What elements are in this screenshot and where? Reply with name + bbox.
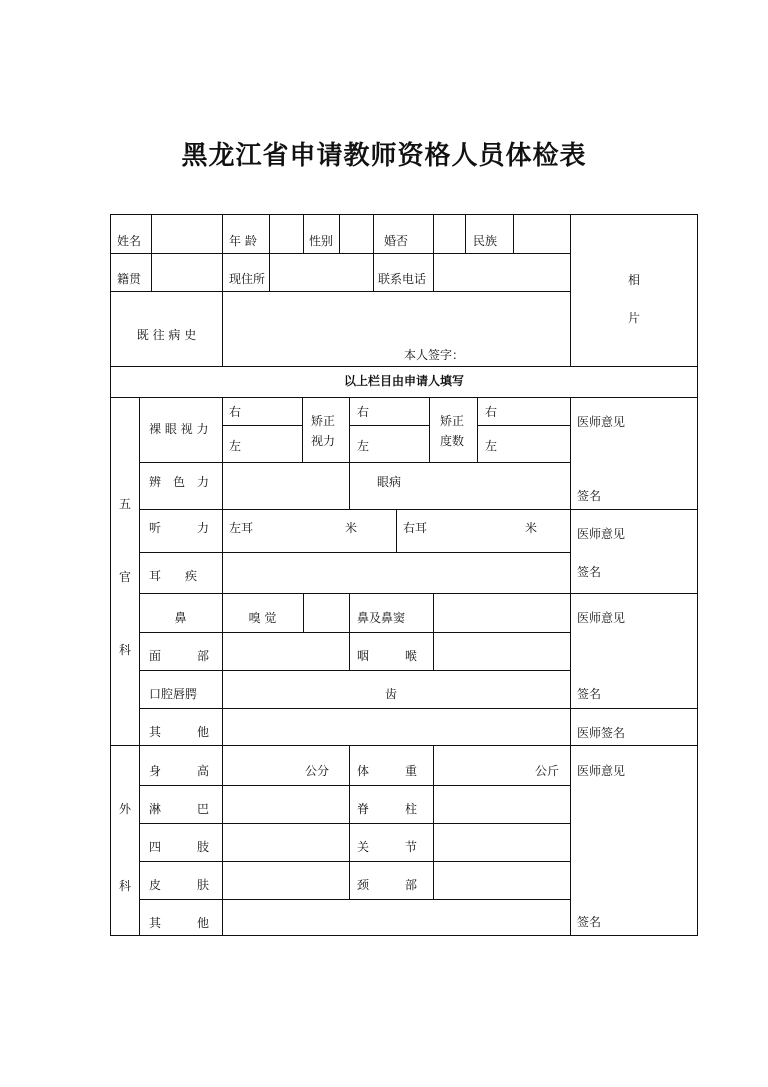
section-facial-3: 科 <box>118 643 131 657</box>
label-signature: 本人签字： <box>404 348 465 362</box>
grid-line <box>477 425 570 426</box>
label-face: 面 部 <box>149 649 210 663</box>
label-residence: 现住所 <box>229 272 266 286</box>
grid-line <box>349 397 350 509</box>
grid-line <box>111 253 571 254</box>
label-corrected-degree-1: 矫正 <box>440 414 465 428</box>
label-lymph: 淋 巴 <box>149 802 210 816</box>
label-ear-disease: 耳 疾 <box>149 569 198 583</box>
label-throat: 咽 喉 <box>357 649 418 663</box>
label-history: 既 往 病 史 <box>136 328 197 342</box>
label-weight-unit: 公斤 <box>535 764 560 778</box>
label-vision: 裸 眼 视 力 <box>149 422 209 436</box>
label-left-meter: 米 <box>345 521 358 535</box>
label-right-meter: 米 <box>525 521 538 535</box>
label-color: 辨 色 力 <box>149 475 210 489</box>
grid-line <box>139 632 570 633</box>
grid-line <box>139 785 570 786</box>
grid-line <box>477 397 478 462</box>
label-corrected-right: 右 <box>357 405 370 419</box>
label-doctor-sign: 医师签名 <box>577 726 626 740</box>
grid-line <box>139 397 140 936</box>
grid-line <box>373 215 374 291</box>
label-joints: 关 节 <box>357 840 418 854</box>
grid-line <box>269 215 270 291</box>
grid-line <box>111 366 697 367</box>
label-skin: 皮 肤 <box>149 878 210 892</box>
section-surgery-2: 科 <box>118 879 131 893</box>
label-mouth: 口腔唇腭 <box>149 687 198 701</box>
grid-line <box>222 397 223 936</box>
label-vision-left: 左 <box>229 439 242 453</box>
label-corrected-degree-2: 度数 <box>440 434 465 448</box>
health-check-form <box>110 214 698 936</box>
label-doctor-opinion-1: 医师意见 <box>577 415 626 429</box>
grid-line <box>513 215 514 253</box>
label-sign-2: 签名 <box>577 565 602 579</box>
label-height: 身 高 <box>149 764 210 778</box>
label-phone: 联系电话 <box>378 272 427 286</box>
label-vision-right: 右 <box>229 405 242 419</box>
label-photo-1: 相 <box>627 273 640 287</box>
note-applicant-fill: 以上栏目由申请人填写 <box>343 374 464 388</box>
label-nose: 鼻 <box>174 611 187 625</box>
label-neck: 颈 部 <box>357 878 418 892</box>
grid-line <box>433 215 434 291</box>
grid-line <box>139 823 570 824</box>
label-corrected-vision-1: 矫正 <box>311 414 336 428</box>
label-doctor-opinion-3: 医师意见 <box>577 611 626 625</box>
label-gender: 性别 <box>309 234 334 248</box>
label-surgery-other: 其 他 <box>149 916 210 930</box>
grid-line <box>433 593 434 670</box>
label-weight: 体 重 <box>357 764 418 778</box>
label-hearing: 听 力 <box>149 521 210 535</box>
grid-line <box>111 291 571 292</box>
grid-line <box>433 745 434 899</box>
label-sinus: 鼻及鼻窦 <box>357 611 406 625</box>
grid-line <box>339 215 340 253</box>
label-ethnicity: 民族 <box>473 234 498 248</box>
label-sign-1: 签名 <box>577 489 602 503</box>
grid-line <box>303 215 304 253</box>
grid-line <box>465 215 466 253</box>
label-doctor-opinion-2: 医师意见 <box>577 527 626 541</box>
label-photo-2: 片 <box>627 311 640 325</box>
label-name: 姓名 <box>117 234 142 248</box>
grid-line <box>111 397 697 398</box>
grid-line <box>139 552 570 553</box>
label-smell: 嗅 觉 <box>248 611 277 625</box>
grid-line <box>570 397 571 936</box>
label-corrected-vision-2: 视力 <box>311 434 336 448</box>
label-corrected-left: 左 <box>357 439 370 453</box>
grid-line <box>429 397 430 462</box>
grid-line <box>349 425 429 426</box>
grid-line <box>151 215 152 291</box>
grid-line <box>139 861 570 862</box>
grid-line <box>302 397 303 462</box>
grid-line <box>303 593 304 632</box>
label-left-ear: 左耳 <box>229 521 254 535</box>
label-height-unit: 公分 <box>305 764 330 778</box>
grid-line <box>570 215 571 366</box>
label-age: 年 龄 <box>229 234 257 248</box>
label-teeth: 齿 <box>384 687 397 701</box>
label-origin: 籍贯 <box>117 272 142 286</box>
label-doctor-opinion-4: 医师意见 <box>577 764 626 778</box>
label-sign-3: 签名 <box>577 687 602 701</box>
grid-line <box>139 899 570 900</box>
label-eye-disease: 眼病 <box>377 475 402 489</box>
label-spine: 脊 柱 <box>357 802 418 816</box>
label-facial-other: 其 他 <box>149 725 210 739</box>
label-degree-right: 右 <box>485 405 498 419</box>
grid-line <box>349 593 350 670</box>
grid-line <box>111 745 697 746</box>
label-limbs: 四 肢 <box>149 840 210 854</box>
grid-line <box>222 215 223 366</box>
section-surgery-1: 外 <box>118 802 131 816</box>
label-right-ear: 右耳 <box>403 521 428 535</box>
section-facial-2: 官 <box>118 570 131 584</box>
grid-line <box>222 425 302 426</box>
section-facial-1: 五 <box>118 497 131 511</box>
grid-line <box>139 462 570 463</box>
grid-line <box>139 670 570 671</box>
label-marital: 婚否 <box>384 234 409 248</box>
label-degree-left: 左 <box>485 439 498 453</box>
grid-line <box>396 509 397 552</box>
form-title: 黑龙江省申请教师资格人员体检表 <box>181 141 587 171</box>
grid-line <box>349 745 350 899</box>
label-sign-4: 签名 <box>577 915 602 929</box>
